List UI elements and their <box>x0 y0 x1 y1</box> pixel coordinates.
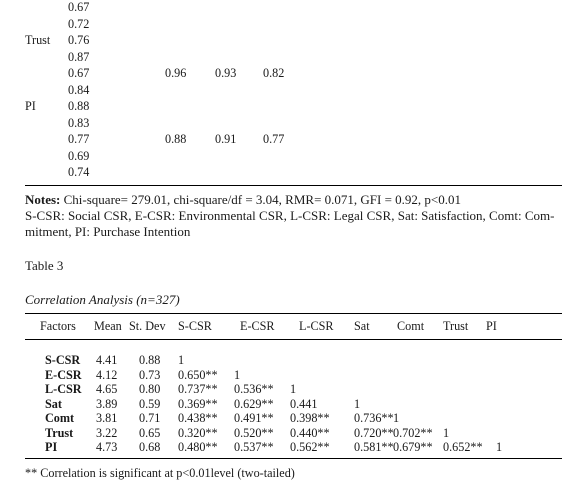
correlation-value: 0.441 <box>290 396 318 411</box>
correlation-value: 0.702** <box>393 425 433 440</box>
loading-value: 0.72 <box>68 16 90 31</box>
row-mean: 4.73 <box>96 440 118 454</box>
correlation-value: 0.438** <box>178 411 218 425</box>
column-header: PI <box>486 319 497 333</box>
factor-label: Trust <box>25 33 51 47</box>
table-top-rule <box>25 313 562 314</box>
loading-value: 0.76 <box>68 33 90 47</box>
row-factor: Comt <box>45 411 75 425</box>
row-mean: 3.22 <box>96 425 118 440</box>
correlation-value: 1 <box>178 353 185 367</box>
column-header: St. Dev <box>129 319 166 333</box>
stat-value: 0.91 <box>215 132 237 146</box>
row-sd: 0.65 <box>139 425 161 440</box>
row-factor: L-CSR <box>45 382 82 396</box>
correlation-value: 0.320** <box>178 425 218 440</box>
notes-line-1 <box>25 192 461 208</box>
row-sd: 0.88 <box>139 353 161 367</box>
row-mean: 4.65 <box>96 382 118 396</box>
loading-value: 0.83 <box>68 115 90 130</box>
correlation-value: 1 <box>443 425 450 440</box>
notes-text: Chi-square= 279.01, chi-square/df = 3.04, RMR= 0.071, GFI = 0.92, p<0.01 <box>60 192 462 207</box>
correlation-value: 0.629** <box>234 396 274 411</box>
table-title: Correlation Analysis (n=327) <box>25 292 180 307</box>
correlation-value: 0.440** <box>290 425 330 440</box>
column-header: Comt <box>397 319 425 333</box>
correlation-value: 1 <box>234 367 241 382</box>
loading-value: 0.67 <box>68 66 90 80</box>
loading-value: 0.84 <box>68 82 90 97</box>
row-mean: 3.81 <box>96 411 118 425</box>
column-header: S-CSR <box>178 319 212 333</box>
correlation-value: 0.652** <box>443 440 483 454</box>
correlation-value: 1 <box>354 396 361 411</box>
loading-value: 0.74 <box>68 165 90 179</box>
correlation-value: 1 <box>496 440 503 454</box>
loading-value: 0.87 <box>68 49 90 64</box>
column-header: Factors <box>40 319 76 333</box>
correlation-value: 0.650** <box>178 367 218 382</box>
row-sd: 0.59 <box>139 396 161 411</box>
stat-value: 0.88 <box>165 132 187 146</box>
stat-value: 0.93 <box>215 66 237 80</box>
column-header: E-CSR <box>240 319 275 333</box>
notes-line-3: mitment, PI: Purchase Intention <box>25 224 191 239</box>
correlation-value: 0.737** <box>178 382 218 396</box>
stat-value: 0.82 <box>263 66 285 80</box>
loading-value: 0.69 <box>68 148 90 163</box>
correlation-value: 0.581** <box>354 440 394 454</box>
table-bottom-rule <box>25 185 562 186</box>
correlation-value: 0.720** <box>354 425 394 440</box>
correlation-value: 1 <box>393 411 400 425</box>
row-factor: Trust <box>45 425 74 440</box>
row-mean: 4.12 <box>96 367 118 382</box>
row-sd: 0.68 <box>139 440 161 454</box>
row-factor: S-CSR <box>45 353 81 367</box>
correlation-value: 0.536** <box>234 382 274 396</box>
correlation-value: 0.562** <box>290 440 330 454</box>
correlation-value: 0.736** <box>354 411 394 425</box>
row-factor: PI <box>45 440 58 454</box>
correlation-value: 0.369** <box>178 396 218 411</box>
column-header: L-CSR <box>299 319 334 333</box>
stat-value: 0.77 <box>263 132 285 146</box>
column-header: Trust <box>443 319 469 333</box>
row-factor: E-CSR <box>45 367 82 382</box>
loading-value: 0.88 <box>68 99 90 113</box>
column-header: Sat <box>354 319 370 333</box>
notes-heading: Notes: <box>25 192 61 207</box>
factor-label: PI <box>25 99 36 113</box>
correlation-value: 1 <box>290 382 297 396</box>
table-header-rule <box>25 339 562 340</box>
table-footnote: ** Correlation is significant at p<0.01level (two-tailed) <box>25 466 295 480</box>
row-sd: 0.73 <box>139 367 161 382</box>
column-header: Mean <box>94 319 122 333</box>
row-sd: 0.80 <box>139 382 161 396</box>
row-sd: 0.71 <box>139 411 161 425</box>
correlation-value: 0.480** <box>178 440 218 454</box>
correlation-value: 0.491** <box>234 411 274 425</box>
notes-line-2: S-CSR: Social CSR, E-CSR: Environmental CSR, L-CSR: Legal CSR, Sat: Satisfaction, Comt: Com- <box>25 208 555 223</box>
loading-value: 0.67 <box>68 0 90 14</box>
row-mean: 3.89 <box>96 396 118 411</box>
row-mean: 4.41 <box>96 353 118 367</box>
table-end-rule <box>25 458 562 459</box>
loading-value: 0.77 <box>68 132 90 146</box>
row-factor: Sat <box>45 396 62 411</box>
stat-value: 0.96 <box>165 66 187 80</box>
correlation-value: 0.679** <box>393 440 433 454</box>
correlation-value: 0.520** <box>234 425 274 440</box>
correlation-value: 0.537** <box>234 440 274 454</box>
correlation-value: 0.398** <box>290 411 330 425</box>
table-label: Table 3 <box>25 258 64 273</box>
